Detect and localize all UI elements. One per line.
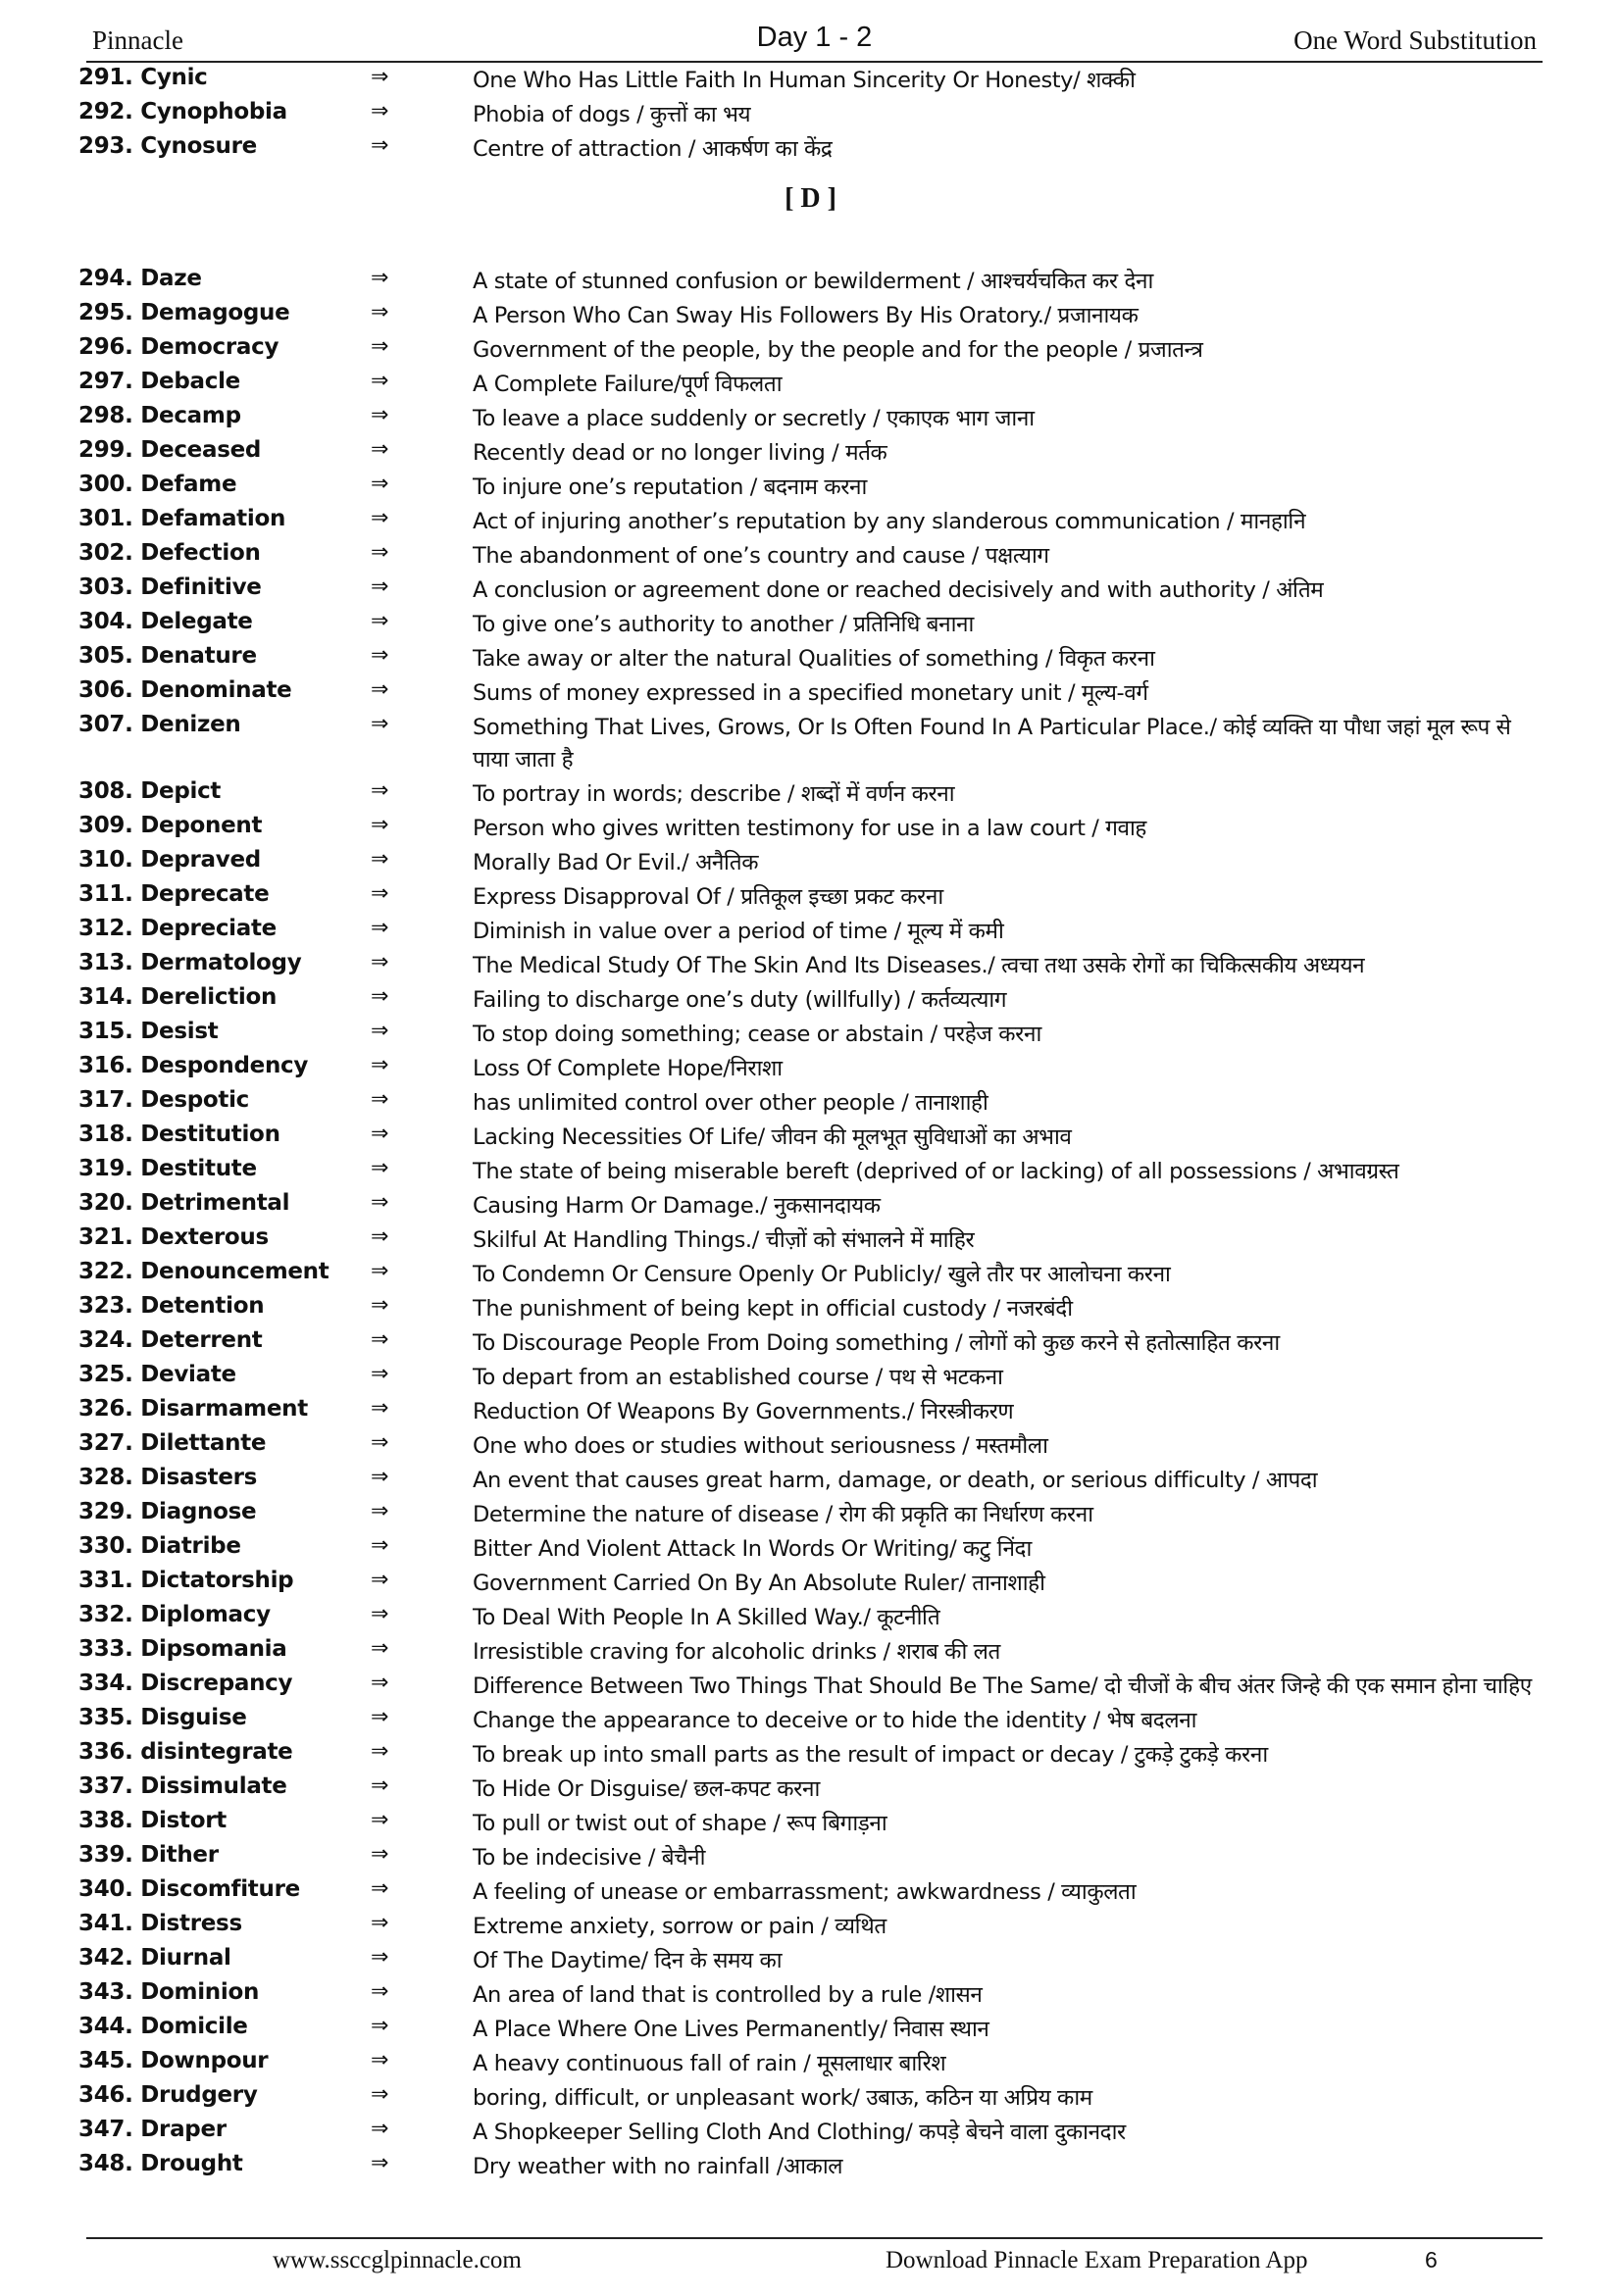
- arrow-icon: ⇒: [371, 609, 389, 633]
- entry-row: [0, 641, 1621, 675]
- entry-term: 319. Destitute: [78, 1156, 257, 1181]
- arrow-icon: ⇒: [371, 1190, 389, 1215]
- entry-row: [0, 1669, 1621, 1703]
- arrow-icon: ⇒: [371, 643, 389, 668]
- entry-term: 301. Defamation: [78, 506, 286, 531]
- entry-row: [0, 332, 1621, 367]
- entry-term: 337. Dissimulate: [78, 1773, 287, 1799]
- arrow-icon: ⇒: [371, 778, 389, 803]
- entry-definition: To be indecisive / बेचैनी: [473, 1845, 706, 1871]
- entry-term: 340. Discomfiture: [78, 1876, 300, 1902]
- entry-row: [0, 1085, 1621, 1120]
- entry-definition: Lacking Necessities Of Life/ जीवन की मूलभूत सुविधाओं का अभाव: [473, 1124, 1072, 1150]
- entry-definition: To leave a place suddenly or secretly / एकाएक भाग जाना: [473, 406, 1035, 431]
- arrow-icon: ⇒: [371, 2117, 389, 2141]
- entry-row: [0, 1463, 1621, 1497]
- arrow-icon: ⇒: [371, 677, 389, 702]
- arrow-icon: ⇒: [371, 1327, 389, 1352]
- entry-definition: Person who gives written testimony for use in a law court / गवाह: [473, 816, 1146, 841]
- entry-definition: A state of stunned confusion or bewilderment / आश्चर्यचकित कर देना: [473, 269, 1153, 294]
- arrow-icon: ⇒: [371, 1396, 389, 1421]
- entry-term: 297. Debacle: [78, 369, 240, 394]
- entry-row: [0, 2012, 1621, 2046]
- entry-term: 326. Disarmament: [78, 1396, 308, 1422]
- entry-term: 342. Diurnal: [78, 1945, 231, 1971]
- arrow-icon: ⇒: [371, 1087, 389, 1112]
- entry-definition: A Place Where One Lives Permanently/ निवास स्थान: [473, 2017, 989, 2042]
- arrow-icon: ⇒: [371, 99, 389, 124]
- website-link[interactable]: www.ssccglpinnacle.com: [273, 2247, 522, 2273]
- arrow-icon: ⇒: [371, 1636, 389, 1661]
- entry-term: 327. Dilettante: [78, 1430, 267, 1456]
- entry-definition: has unlimited control over other people / तानाशाही: [473, 1090, 988, 1116]
- arrow-icon: ⇒: [371, 1156, 389, 1180]
- entry-definition: Dry weather with no rainfall /आकाल: [473, 2154, 843, 2179]
- entry-row: [0, 914, 1621, 948]
- entry-term: 313. Dermatology: [78, 950, 302, 975]
- entry-definition: Irresistible craving for alcoholic drinks / शराब की लत: [473, 1639, 1000, 1665]
- entry-definition: To Hide Or Disguise/ छल-कपट करना: [473, 1776, 820, 1802]
- entry-row: [0, 710, 1621, 776]
- entry-term: 293. Cynosure: [78, 133, 257, 159]
- word-list: [0, 63, 1621, 2183]
- entries-top: [0, 63, 1621, 166]
- entry-row: [0, 367, 1621, 401]
- entry-row: [0, 573, 1621, 607]
- entry-definition: To portray in words; describe / शब्दों में वर्णन करना: [473, 781, 955, 807]
- entry-definition: Determine the nature of disease / रोग की प्रकृति का निर्धारण करना: [473, 1502, 1093, 1527]
- arrow-icon: ⇒: [371, 437, 389, 462]
- entry-row: [0, 776, 1621, 811]
- arrow-icon: ⇒: [371, 2082, 389, 2107]
- page-number: 6: [1425, 2247, 1438, 2272]
- entry-definition: To depart from an established course / पथ से भटकना: [473, 1365, 1003, 1390]
- arrow-icon: ⇒: [371, 403, 389, 427]
- arrow-icon: ⇒: [371, 1568, 389, 1592]
- entry-row: [0, 1737, 1621, 1772]
- entry-definition: Reduction Of Weapons By Governments./ निरस्त्रीकरण: [473, 1399, 1014, 1424]
- arrow-icon: ⇒: [371, 881, 389, 906]
- entry-definition: The abandonment of one’s country and cause / पक्षत्याग: [473, 543, 1049, 569]
- entry-term: 303. Definitive: [78, 574, 262, 600]
- arrow-icon: ⇒: [371, 1739, 389, 1764]
- entry-row: [0, 1531, 1621, 1566]
- entry-row: [0, 97, 1621, 131]
- section-d: [0, 166, 1621, 234]
- entry-row: [0, 1874, 1621, 1909]
- entry-term: 338. Distort: [78, 1808, 227, 1833]
- entry-row: [0, 1017, 1621, 1051]
- entry-term: 311. Deprecate: [78, 881, 270, 907]
- brand-name: Pinnacle: [92, 25, 183, 55]
- entry-definition: The punishment of being kept in official custody / नजरबंदी: [473, 1296, 1073, 1322]
- arrow-icon: ⇒: [371, 1911, 389, 1935]
- entry-definition: Extreme anxiety, sorrow or pain / व्यथित: [473, 1914, 886, 1939]
- entry-term: 308. Depict: [78, 778, 222, 804]
- entry-term: 325. Deviate: [78, 1362, 236, 1387]
- entry-definition: An event that causes great harm, damage, or death, or serious difficulty / आपदा: [473, 1468, 1318, 1493]
- entry-definition: Morally Bad Or Evil./ अनैतिक: [473, 850, 759, 875]
- arrow-icon: ⇒: [371, 2151, 389, 2175]
- topic-title: One Word Substitution: [1293, 25, 1537, 55]
- arrow-icon: ⇒: [371, 1430, 389, 1455]
- entry-row: [0, 1394, 1621, 1428]
- entry-term: 317. Despotic: [78, 1087, 250, 1113]
- entry-row: [0, 879, 1621, 914]
- entry-definition: Recently dead or no longer living / मर्तक: [473, 440, 887, 466]
- entry-term: 316. Despondency: [78, 1053, 309, 1078]
- arrow-icon: ⇒: [371, 1465, 389, 1489]
- entry-term: 302. Defection: [78, 540, 261, 566]
- entry-term: 345. Downpour: [78, 2048, 269, 2073]
- entry-definition: To stop doing something; cease or abstain / परहेज करना: [473, 1022, 1041, 1047]
- arrow-icon: ⇒: [371, 334, 389, 359]
- page-footer: [86, 2237, 1543, 2288]
- entry-definition: Government of the people, by the people and for the people / प्रजातन्त्र: [473, 337, 1203, 363]
- entry-row: [0, 845, 1621, 879]
- entry-term: 291. Cynic: [78, 65, 208, 90]
- entry-term: 334. Discrepancy: [78, 1671, 293, 1696]
- entry-definition: Act of injuring another’s reputation by any slanderous communication / मानहानि: [473, 509, 1306, 534]
- page-header: [86, 18, 1543, 63]
- entry-term: 310. Depraved: [78, 847, 261, 873]
- entry-definition: Skilful At Handling Things./ चीज़ों को संभालने में माहिर: [473, 1227, 975, 1253]
- entry-definition: Government Carried On By An Absolute Ruler/ तानाशाही: [473, 1571, 1045, 1596]
- arrow-icon: ⇒: [371, 847, 389, 872]
- entry-term: 299. Deceased: [78, 437, 262, 463]
- arrow-icon: ⇒: [371, 1293, 389, 1318]
- entry-term: 339. Dither: [78, 1842, 219, 1868]
- entry-term: 300. Defame: [78, 472, 237, 497]
- arrow-icon: ⇒: [371, 506, 389, 530]
- entry-row: [0, 1703, 1621, 1737]
- arrow-icon: ⇒: [371, 1773, 389, 1798]
- entry-row: [0, 1188, 1621, 1223]
- entry-term: 348. Drought: [78, 2151, 243, 2176]
- entry-definition: Something That Lives, Grows, Or Is Often Found In A Particular Place./ कोई व्यक्ति या पौधा जहां मूल रूप से पाया जाता है: [473, 715, 1511, 773]
- entry-definition: A Person Who Can Sway His Followers By His Oratory./ प्रजानायक: [473, 303, 1139, 328]
- entry-row: [0, 948, 1621, 982]
- entry-definition: To pull or twist out of shape / रूप बिगाड़ना: [473, 1811, 887, 1836]
- entry-term: 341. Distress: [78, 1911, 242, 1936]
- entry-definition: The Medical Study Of The Skin And Its Diseases./ त्वचा तथा उसके रोगों का चिकित्सकीय अध्ययन: [473, 953, 1365, 978]
- arrow-icon: ⇒: [371, 1019, 389, 1043]
- entry-definition: To Condemn Or Censure Openly Or Publicly/ खुले तौर पर आलोचना करना: [473, 1262, 1171, 1287]
- entry-definition: Bitter And Violent Attack In Words Or Writing/ कटु निंदा: [473, 1536, 1032, 1562]
- entry-definition: Centre of attraction / आकर्षण का केंद्र: [473, 136, 833, 162]
- entry-row: [0, 2149, 1621, 2183]
- entry-definition: To Discourage People From Doing something / लोगों को कुछ करने से हतोत्साहित करना: [473, 1330, 1280, 1356]
- arrow-icon: ⇒: [371, 2048, 389, 2072]
- entry-term: 328. Disasters: [78, 1465, 258, 1490]
- entry-definition: boring, difficult, or unpleasant work/ उबाऊ, कठिन या अप्रिय काम: [473, 2085, 1092, 2111]
- entry-definition: To injure one’s reputation / बदनाम करना: [473, 474, 867, 500]
- entry-term: 295. Demagogue: [78, 300, 290, 325]
- arrow-icon: ⇒: [371, 1705, 389, 1729]
- entry-row: [0, 63, 1621, 97]
- entry-term: 314. Dereliction: [78, 984, 278, 1010]
- arrow-icon: ⇒: [371, 574, 389, 599]
- entry-definition: A Shopkeeper Selling Cloth And Clothing/ कपड़े बेचने वाला दुकानदार: [473, 2120, 1126, 2145]
- entry-row: [0, 1257, 1621, 1291]
- entry-row: [0, 1428, 1621, 1463]
- entry-definition: The state of being miserable bereft (deprived of or lacking) of all possessions / अभावग्रस्त: [473, 1159, 1399, 1184]
- arrow-icon: ⇒: [371, 916, 389, 940]
- entry-row: [0, 1909, 1621, 1943]
- arrow-icon: ⇒: [371, 1533, 389, 1558]
- entry-row: [0, 1497, 1621, 1531]
- entry-row: [0, 1840, 1621, 1874]
- entry-row: [0, 2115, 1621, 2149]
- entry-definition: To give one’s authority to another / प्रतिनिधि बनाना: [473, 612, 974, 637]
- entry-term: 324. Deterrent: [78, 1327, 263, 1353]
- entry-row: [0, 264, 1621, 298]
- entry-definition: Sums of money expressed in a specified monetary unit / मूल्य-वर्ग: [473, 680, 1148, 706]
- entry-row: [0, 401, 1621, 435]
- entry-term: 312. Depreciate: [78, 916, 277, 941]
- entry-term: 331. Dictatorship: [78, 1568, 294, 1593]
- arrow-icon: ⇒: [371, 1671, 389, 1695]
- entry-term: 343. Dominion: [78, 1979, 260, 2005]
- entry-term: 346. Drudgery: [78, 2082, 258, 2108]
- entry-definition: To break up into small parts as the result of impact or decay / टुकड़े टुकड़े करना: [473, 1742, 1268, 1768]
- entry-definition: Change the appearance to deceive or to hide the identity / भेष बदलना: [473, 1708, 1197, 1733]
- entry-row: [0, 131, 1621, 166]
- entry-term: 320. Detrimental: [78, 1190, 290, 1216]
- entry-term: 298. Decamp: [78, 403, 241, 428]
- entry-term: 305. Denature: [78, 643, 257, 669]
- entry-definition: Phobia of dogs / कुत्तों का भय: [473, 102, 751, 127]
- arrow-icon: ⇒: [371, 1053, 389, 1077]
- arrow-icon: ⇒: [371, 1979, 389, 2004]
- entry-term: 318. Destitution: [78, 1122, 280, 1147]
- entry-row: [0, 538, 1621, 573]
- entry-row: [0, 1223, 1621, 1257]
- entry-row: [0, 1325, 1621, 1360]
- entry-definition: A conclusion or agreement done or reached decisively and with authority / अंतिम: [473, 577, 1324, 603]
- entry-row: [0, 1154, 1621, 1188]
- entry-term: 333. Dipsomania: [78, 1636, 287, 1662]
- arrow-icon: ⇒: [371, 472, 389, 496]
- arrow-icon: ⇒: [371, 950, 389, 974]
- entry-row: [0, 607, 1621, 641]
- arrow-icon: ⇒: [371, 1876, 389, 1901]
- entry-definition: Of The Daytime/ दिन के समय का: [473, 1948, 783, 1973]
- entry-term: 306. Denominate: [78, 677, 292, 703]
- section-heading: [ D ]: [785, 183, 836, 214]
- arrow-icon: ⇒: [371, 1602, 389, 1626]
- entry-definition: A heavy continuous fall of rain / मूसलाधार बारिश: [473, 2051, 946, 2076]
- entry-term: 292. Cynophobia: [78, 99, 287, 125]
- arrow-icon: ⇒: [371, 1808, 389, 1832]
- entry-definition: One who does or studies without seriousness / मस्तमौला: [473, 1433, 1048, 1459]
- arrow-icon: ⇒: [371, 813, 389, 837]
- entry-row: [0, 1634, 1621, 1669]
- arrow-icon: ⇒: [371, 1224, 389, 1249]
- entry-row: [0, 298, 1621, 332]
- entry-term: 336. disintegrate: [78, 1739, 293, 1765]
- entry-row: [0, 1566, 1621, 1600]
- entry-term: 296. Democracy: [78, 334, 279, 360]
- entry-definition: Failing to discharge one’s duty (willfully) / कर्तव्यत्याग: [473, 987, 1007, 1013]
- arrow-icon: ⇒: [371, 1122, 389, 1146]
- arrow-icon: ⇒: [371, 369, 389, 393]
- entry-term: 321. Dexterous: [78, 1224, 269, 1250]
- entry-term: 347. Draper: [78, 2117, 227, 2142]
- entry-row: [0, 1120, 1621, 1154]
- entry-definition: To Deal With People In A Skilled Way./ कूटनीति: [473, 1605, 940, 1630]
- arrow-icon: ⇒: [371, 266, 389, 290]
- entry-term: 329. Diagnose: [78, 1499, 257, 1524]
- arrow-icon: ⇒: [371, 1945, 389, 1970]
- entry-definition: Causing Harm Or Damage./ नुकसानदायक: [473, 1193, 881, 1219]
- entry-term: 315. Desist: [78, 1019, 219, 1044]
- entry-row: [0, 811, 1621, 845]
- entry-definition: Express Disapproval Of / प्रतिकूल इच्छा प्रकट करना: [473, 884, 943, 910]
- entry-row: [0, 1291, 1621, 1325]
- entry-definition: Diminish in value over a period of time / मूल्य में कमी: [473, 919, 1004, 944]
- entry-row: [0, 2046, 1621, 2080]
- arrow-icon: ⇒: [371, 984, 389, 1009]
- entries-main: [0, 264, 1621, 2183]
- entry-row: [0, 504, 1621, 538]
- entry-term: 335. Disguise: [78, 1705, 247, 1730]
- arrow-icon: ⇒: [371, 1362, 389, 1386]
- arrow-icon: ⇒: [371, 1842, 389, 1867]
- entry-row: [0, 1977, 1621, 2012]
- day-title: Day 1 - 2: [756, 22, 873, 53]
- entry-term: 309. Deponent: [78, 813, 263, 838]
- entry-row: [0, 1806, 1621, 1840]
- entry-definition: Difference Between Two Things That Should Be The Same/ दो चीजों के बीच अंतर जिन्हे की एक समान होना चाहिए: [473, 1673, 1532, 1699]
- entry-definition: A feeling of unease or embarrassment; awkwardness / व्याकुलता: [473, 1879, 1137, 1905]
- entry-row: [0, 435, 1621, 470]
- entry-definition: Loss Of Complete Hope/निराशा: [473, 1056, 783, 1081]
- section-gap: [0, 234, 1621, 264]
- entry-row: [0, 982, 1621, 1017]
- entry-row: [0, 470, 1621, 504]
- app-promo: Download Pinnacle Exam Preparation App: [886, 2247, 1308, 2273]
- entry-term: 344. Domicile: [78, 2014, 248, 2039]
- entry-row: [0, 2080, 1621, 2115]
- entry-definition: One Who Has Little Faith In Human Sincerity Or Honesty/ शक्की: [473, 68, 1136, 93]
- entry-row: [0, 675, 1621, 710]
- entry-definition: An area of land that is controlled by a rule /शासन: [473, 1982, 983, 2008]
- entry-term: 304. Delegate: [78, 609, 253, 634]
- arrow-icon: ⇒: [371, 65, 389, 89]
- entry-term: 294. Daze: [78, 266, 202, 291]
- entry-definition: Take away or alter the natural Qualities of something / विकृत करना: [473, 646, 1155, 672]
- entry-row: [0, 1772, 1621, 1806]
- arrow-icon: ⇒: [371, 540, 389, 565]
- entry-term: 323. Detention: [78, 1293, 265, 1319]
- arrow-icon: ⇒: [371, 300, 389, 324]
- arrow-icon: ⇒: [371, 1259, 389, 1283]
- entry-term: 332. Diplomacy: [78, 1602, 271, 1627]
- entry-term: 322. Denouncement: [78, 1259, 329, 1284]
- arrow-icon: ⇒: [371, 712, 389, 736]
- entry-row: [0, 1051, 1621, 1085]
- entry-row: [0, 1600, 1621, 1634]
- arrow-icon: ⇒: [371, 133, 389, 158]
- entry-row: [0, 1360, 1621, 1394]
- entry-term: 330. Diatribe: [78, 1533, 241, 1559]
- arrow-icon: ⇒: [371, 2014, 389, 2038]
- entry-definition: A Complete Failure/पूर्ण विफलता: [473, 372, 783, 397]
- entry-row: [0, 1943, 1621, 1977]
- arrow-icon: ⇒: [371, 1499, 389, 1523]
- entry-term: 307. Denizen: [78, 712, 241, 737]
